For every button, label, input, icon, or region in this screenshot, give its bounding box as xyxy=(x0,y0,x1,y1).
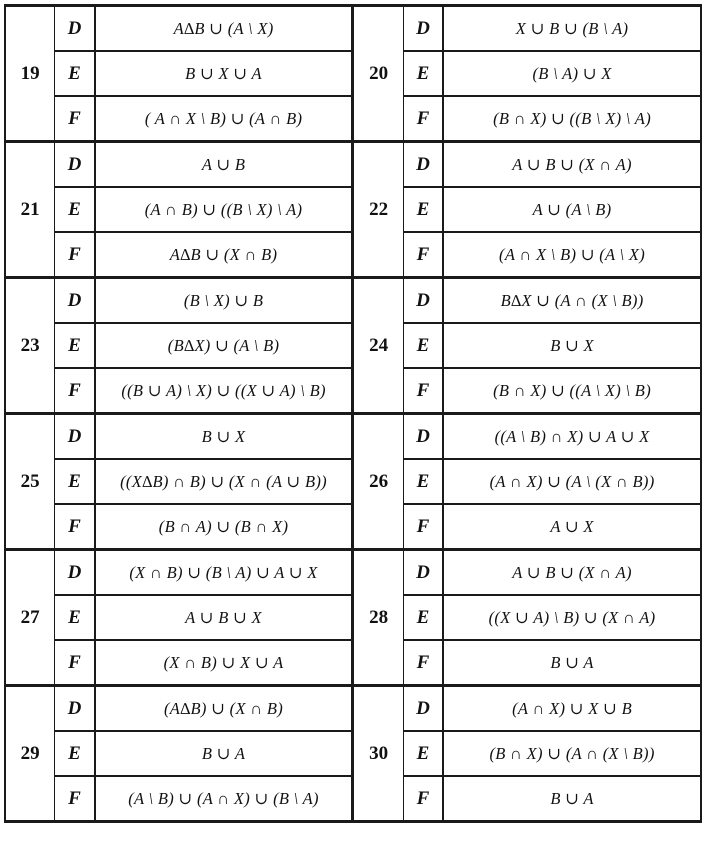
variant-label: E xyxy=(403,459,443,504)
table-row xyxy=(5,686,701,732)
set-expression-left: (X ∩ B) ∪ (B \ A) ∪ A ∪ X xyxy=(95,550,353,596)
variant-label: D xyxy=(55,550,95,596)
set-expression-left: ((X∆B) ∩ B) ∪ (X ∩ (A ∪ B)) xyxy=(95,459,353,504)
set-expression-left: A ∪ B ∪ X xyxy=(95,595,353,640)
table-row xyxy=(5,278,701,324)
set-expression-left: (B \ X) ∪ B xyxy=(95,278,353,324)
variant-label: F xyxy=(55,504,95,550)
exercise-table-sheet xyxy=(4,4,702,860)
set-expression-right: A ∪ B ∪ (X ∩ A) xyxy=(443,142,701,188)
set-expression-table xyxy=(4,4,702,823)
variant-label: E xyxy=(55,731,95,776)
table-row xyxy=(5,6,701,52)
set-expression-left: B ∪ X ∪ A xyxy=(95,51,353,96)
set-expression-left: (A ∩ B) ∪ ((B \ X) \ A) xyxy=(95,187,353,232)
variant-label: D xyxy=(403,6,443,52)
variant-label: E xyxy=(55,595,95,640)
table-row xyxy=(5,142,701,188)
variant-label: F xyxy=(55,776,95,822)
set-expression-left: A∆B ∪ (A \ X) xyxy=(95,6,353,52)
variant-label: F xyxy=(403,368,443,414)
set-expression-right: (A ∩ X) ∪ X ∪ B xyxy=(443,686,701,732)
set-expression-left: (A \ B) ∪ (A ∩ X) ∪ (B \ A) xyxy=(95,776,353,822)
set-expression-right: ((A \ B) ∩ X) ∪ A ∪ X xyxy=(443,414,701,460)
exercise-number-right: 26 xyxy=(353,414,403,550)
set-expression-left: (A∆B) ∪ (X ∩ B) xyxy=(95,686,353,732)
set-expression-left: (B∆X) ∪ (A \ B) xyxy=(95,323,353,368)
variant-label: D xyxy=(403,686,443,732)
variant-label: E xyxy=(55,187,95,232)
table-row xyxy=(5,550,701,596)
set-expression-right: (B ∩ X) ∪ ((A \ X) \ B) xyxy=(443,368,701,414)
variant-label: D xyxy=(403,278,443,324)
set-expression-right: (B \ A) ∪ X xyxy=(443,51,701,96)
exercise-number-left: 29 xyxy=(5,686,55,822)
set-expression-right: (A ∩ X) ∪ (A \ (X ∩ B)) xyxy=(443,459,701,504)
set-expression-right: ((X ∪ A) \ B) ∪ (X ∩ A) xyxy=(443,595,701,640)
variant-label: F xyxy=(403,776,443,822)
variant-label: D xyxy=(55,142,95,188)
set-expression-right: B ∪ A xyxy=(443,776,701,822)
variant-label: D xyxy=(55,6,95,52)
set-expression-left: (B ∩ A) ∪ (B ∩ X) xyxy=(95,504,353,550)
exercise-number-right: 24 xyxy=(353,278,403,414)
variant-label: F xyxy=(403,504,443,550)
variant-label: E xyxy=(403,187,443,232)
table-row xyxy=(5,414,701,460)
variant-label: F xyxy=(55,368,95,414)
set-expression-left: ( A ∩ X \ B) ∪ (A ∩ B) xyxy=(95,96,353,142)
variant-label: F xyxy=(55,96,95,142)
set-expression-left: (X ∩ B) ∪ X ∪ A xyxy=(95,640,353,686)
variant-label: E xyxy=(403,731,443,776)
set-expression-left: ((B ∪ A) \ X) ∪ ((X ∪ A) \ B) xyxy=(95,368,353,414)
variant-label: D xyxy=(403,550,443,596)
set-expression-right: B ∪ A xyxy=(443,640,701,686)
exercise-number-right: 30 xyxy=(353,686,403,822)
variant-label: D xyxy=(55,414,95,460)
exercise-number-left: 23 xyxy=(5,278,55,414)
exercise-number-left: 25 xyxy=(5,414,55,550)
set-expression-right: (B ∩ X) ∪ (A ∩ (X \ B)) xyxy=(443,731,701,776)
variant-label: E xyxy=(403,51,443,96)
variant-label: E xyxy=(55,323,95,368)
variant-label: D xyxy=(403,142,443,188)
variant-label: D xyxy=(403,414,443,460)
set-expression-right: A ∪ B ∪ (X ∩ A) xyxy=(443,550,701,596)
set-expression-right: (A ∩ X \ B) ∪ (A \ X) xyxy=(443,232,701,278)
variant-label: D xyxy=(55,278,95,324)
set-expression-right: A ∪ X xyxy=(443,504,701,550)
set-expression-left: A∆B ∪ (X ∩ B) xyxy=(95,232,353,278)
exercise-number-right: 28 xyxy=(353,550,403,686)
variant-label: F xyxy=(403,96,443,142)
exercise-number-left: 19 xyxy=(5,6,55,142)
set-expression-right: B ∪ X xyxy=(443,323,701,368)
set-expression-right: A ∪ (A \ B) xyxy=(443,187,701,232)
exercise-number-right: 20 xyxy=(353,6,403,142)
set-expression-right: B∆X ∪ (A ∩ (X \ B)) xyxy=(443,278,701,324)
variant-label: D xyxy=(55,686,95,732)
variant-label: F xyxy=(403,232,443,278)
set-expression-left: A ∪ B xyxy=(95,142,353,188)
variant-label: E xyxy=(55,51,95,96)
variant-label: E xyxy=(403,595,443,640)
exercise-number-right: 22 xyxy=(353,142,403,278)
set-expression-right: X ∪ B ∪ (B \ A) xyxy=(443,6,701,52)
set-expression-right: (B ∩ X) ∪ ((B \ X) \ A) xyxy=(443,96,701,142)
exercise-number-left: 27 xyxy=(5,550,55,686)
set-expression-left: B ∪ A xyxy=(95,731,353,776)
variant-label: F xyxy=(403,640,443,686)
variant-label: E xyxy=(55,459,95,504)
set-expression-left: B ∪ X xyxy=(95,414,353,460)
variant-label: F xyxy=(55,640,95,686)
variant-label: F xyxy=(55,232,95,278)
variant-label: E xyxy=(403,323,443,368)
exercise-number-left: 21 xyxy=(5,142,55,278)
